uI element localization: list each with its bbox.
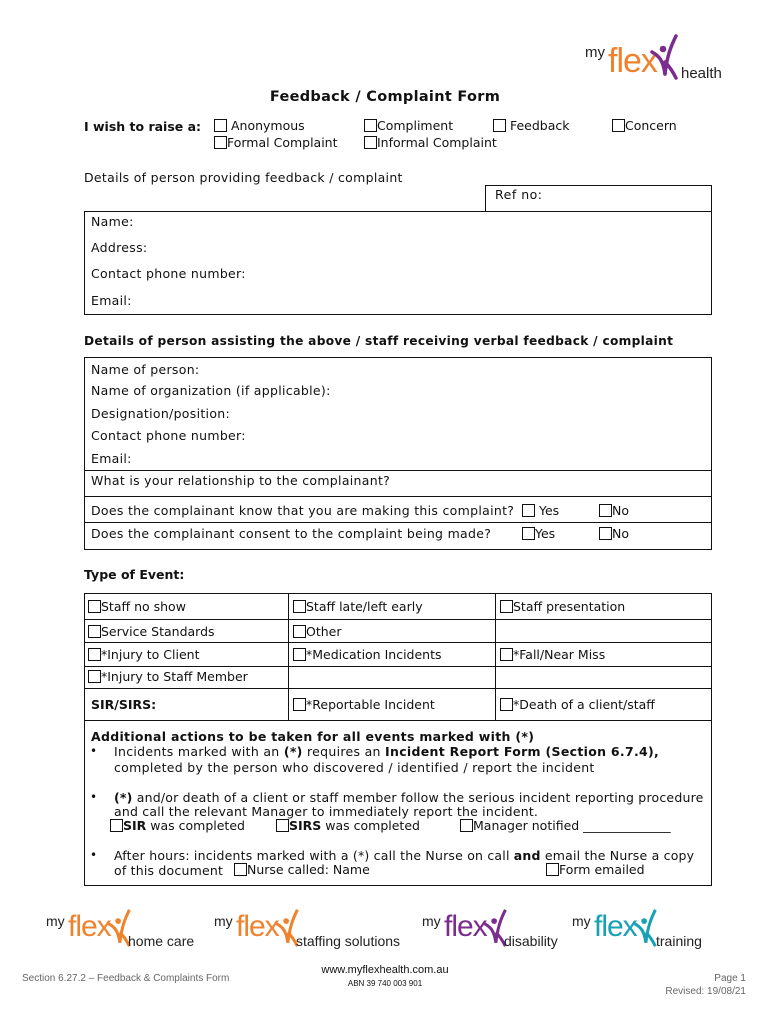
nurse-called[interactable]: Nurse called: Name xyxy=(234,862,370,877)
bullet-icon: • xyxy=(90,790,98,804)
know-question: Does the complainant know that you are making this complaint? xyxy=(91,503,515,518)
checkbox[interactable] xyxy=(293,625,306,638)
person-details-box xyxy=(84,211,712,315)
person-name-field[interactable]: Name: xyxy=(91,214,134,229)
checkbox[interactable] xyxy=(500,648,513,661)
formal-complaint-checkbox[interactable] xyxy=(214,136,227,149)
assist-organization-field[interactable]: Name of organization (if applicable): xyxy=(91,383,331,398)
logo-flex: flex xyxy=(608,42,657,80)
know-yes-checkbox[interactable] xyxy=(522,504,535,517)
page-title: Feedback / Complaint Form xyxy=(269,89,501,105)
assist-heading: Details of person assisting the above / staff receiving verbal feedback / complaint xyxy=(84,334,674,348)
consent-question: Does the complainant consent to the complaint being made? xyxy=(91,526,492,541)
checkbox[interactable] xyxy=(293,698,306,711)
actions-heading: Additional actions to be taken for all events marked with (*) xyxy=(91,729,535,744)
checkbox[interactable] xyxy=(88,648,101,661)
anonymous-checkbox[interactable] xyxy=(214,119,227,132)
action-2-line1: (*) and/or death of a client or staff member follow the serious incident reporting procedure xyxy=(114,790,704,805)
know-no-checkbox[interactable] xyxy=(599,504,612,517)
action-2-line2: and call the relevant Manager to immediately report the incident. xyxy=(114,804,539,819)
form-emailed[interactable]: Form emailed xyxy=(546,862,645,877)
action-3-line2: of this document xyxy=(114,863,224,878)
event-reportable[interactable]: *Reportable Incident xyxy=(293,697,435,712)
logo-sub: disability xyxy=(504,933,558,949)
consent-no-checkbox[interactable] xyxy=(599,527,612,540)
brand-logo xyxy=(585,32,735,87)
person-address-field[interactable]: Address: xyxy=(91,240,148,255)
logo-sub: home care xyxy=(128,933,195,949)
event-col-divider xyxy=(288,593,289,720)
event-staff-late[interactable]: Staff late/left early xyxy=(293,599,423,614)
event-death[interactable]: *Death of a client/staff xyxy=(500,697,655,712)
checkbox[interactable] xyxy=(88,670,101,683)
event-other[interactable]: Other xyxy=(293,624,342,639)
option-concern[interactable]: Concern xyxy=(612,118,677,133)
event-col-divider xyxy=(495,593,496,720)
relationship-field[interactable]: What is your relationship to the complainant? xyxy=(91,473,391,488)
person-email-field[interactable]: Email: xyxy=(91,293,132,308)
know-no[interactable]: No xyxy=(599,503,629,518)
logo-my: my xyxy=(214,913,233,929)
sir-checkbox[interactable] xyxy=(110,819,123,832)
sirs-completed[interactable]: SIRS was completed xyxy=(276,818,420,833)
consent-no[interactable]: No xyxy=(599,526,629,541)
event-row-divider xyxy=(84,666,712,667)
concern-checkbox[interactable] xyxy=(612,119,625,132)
event-fall[interactable]: *Fall/Near Miss xyxy=(500,647,605,662)
raise-label: I wish to raise a: xyxy=(84,119,202,134)
manager-checkbox[interactable] xyxy=(460,819,473,832)
event-injury-client[interactable]: *Injury to Client xyxy=(88,647,199,662)
consent-yes-checkbox[interactable] xyxy=(522,527,535,540)
logo-flex: flex xyxy=(236,910,279,943)
checkbox[interactable] xyxy=(293,600,306,613)
checkbox[interactable] xyxy=(88,625,101,638)
logo-training xyxy=(572,908,722,953)
assist-designation-field[interactable]: Designation/position: xyxy=(91,406,230,421)
option-anonymous[interactable]: Anonymous xyxy=(214,118,305,133)
option-formal-complaint[interactable]: Formal Complaint xyxy=(214,135,338,150)
sir-completed[interactable]: SIR was completed xyxy=(110,818,245,833)
logo-sub: training xyxy=(656,933,702,949)
bullet-icon: • xyxy=(90,848,98,862)
assist-email-field[interactable]: Email: xyxy=(91,451,132,466)
footer-section: Section 6.27.2 – Feedback & Complaints Form xyxy=(22,973,230,984)
event-row-divider xyxy=(84,642,712,643)
checkbox[interactable] xyxy=(88,600,101,613)
assist-name-field[interactable]: Name of person: xyxy=(91,362,200,377)
footer-url[interactable]: www.myflexhealth.com.au xyxy=(321,964,449,976)
event-row-divider xyxy=(84,688,712,689)
event-row-divider xyxy=(84,720,712,721)
action-1-line1: Incidents marked with an (*) requires an Incident Report Form (Section 6.7.4), xyxy=(114,744,660,759)
emailed-checkbox[interactable] xyxy=(546,863,559,876)
checkbox[interactable] xyxy=(500,698,513,711)
footer-abn: ABN 39 740 003 901 xyxy=(347,979,423,988)
logo-my: my xyxy=(422,913,441,929)
assist-divider xyxy=(84,470,712,471)
know-yes[interactable]: Yes xyxy=(522,503,559,518)
logo-figure-icon xyxy=(632,908,658,948)
option-informal-complaint[interactable]: Informal Complaint xyxy=(364,135,497,150)
event-service-standards[interactable]: Service Standards xyxy=(88,624,215,639)
action-3-line1: After hours: incidents marked with a (*) call the Nurse on call and email the Nurse a copy xyxy=(114,848,695,863)
option-feedback[interactable]: Feedback xyxy=(493,118,570,133)
bullet-icon: • xyxy=(90,744,98,758)
action-1-line2: completed by the person who discovered / identified / report the incident xyxy=(114,760,595,775)
event-row-divider xyxy=(84,619,712,620)
event-heading: Type of Event: xyxy=(84,567,185,582)
compliment-checkbox[interactable] xyxy=(364,119,377,132)
manager-notified[interactable]: Manager notified ______________ xyxy=(460,818,671,833)
logo-flex: flex xyxy=(444,910,487,943)
person-heading: Details of person providing feedback / complaint xyxy=(84,170,403,185)
event-injury-staff[interactable]: *Injury to Staff Member xyxy=(88,669,248,684)
logo-sub: staffing solutions xyxy=(296,933,401,949)
assist-phone-field[interactable]: Contact phone number: xyxy=(91,428,246,443)
assist-divider xyxy=(84,522,712,523)
event-medication[interactable]: *Medication Incidents xyxy=(293,647,442,662)
informal-complaint-checkbox[interactable] xyxy=(364,136,377,149)
footer-revised: Revised: 19/08/21 xyxy=(665,986,746,997)
event-staff-no-show[interactable]: Staff no show xyxy=(88,599,186,614)
sir-label: SIR/SIRS: xyxy=(91,697,157,712)
logo-home-care xyxy=(46,908,206,953)
assist-divider xyxy=(84,496,712,497)
ref-label: Ref no: xyxy=(495,187,543,202)
person-phone-field[interactable]: Contact phone number: xyxy=(91,266,246,281)
nurse-checkbox[interactable] xyxy=(234,863,247,876)
logo-disability xyxy=(422,908,572,953)
logo-my: my xyxy=(585,44,605,61)
logo-figure-icon xyxy=(649,34,679,80)
logo-health: health xyxy=(681,65,722,82)
sirs-checkbox[interactable] xyxy=(276,819,289,832)
logo-my: my xyxy=(572,913,591,929)
checkbox[interactable] xyxy=(293,648,306,661)
logo-staffing xyxy=(214,908,414,953)
option-compliment[interactable]: Compliment xyxy=(364,118,453,133)
event-staff-presentation[interactable]: Staff presentation xyxy=(500,599,625,614)
footer-page: Page 1 xyxy=(714,973,746,984)
feedback-checkbox[interactable] xyxy=(493,119,506,132)
consent-yes[interactable]: Yes xyxy=(522,526,555,541)
logo-my: my xyxy=(46,913,65,929)
logo-flex: flex xyxy=(68,910,111,943)
logo-flex: flex xyxy=(594,910,637,943)
checkbox[interactable] xyxy=(500,600,513,613)
